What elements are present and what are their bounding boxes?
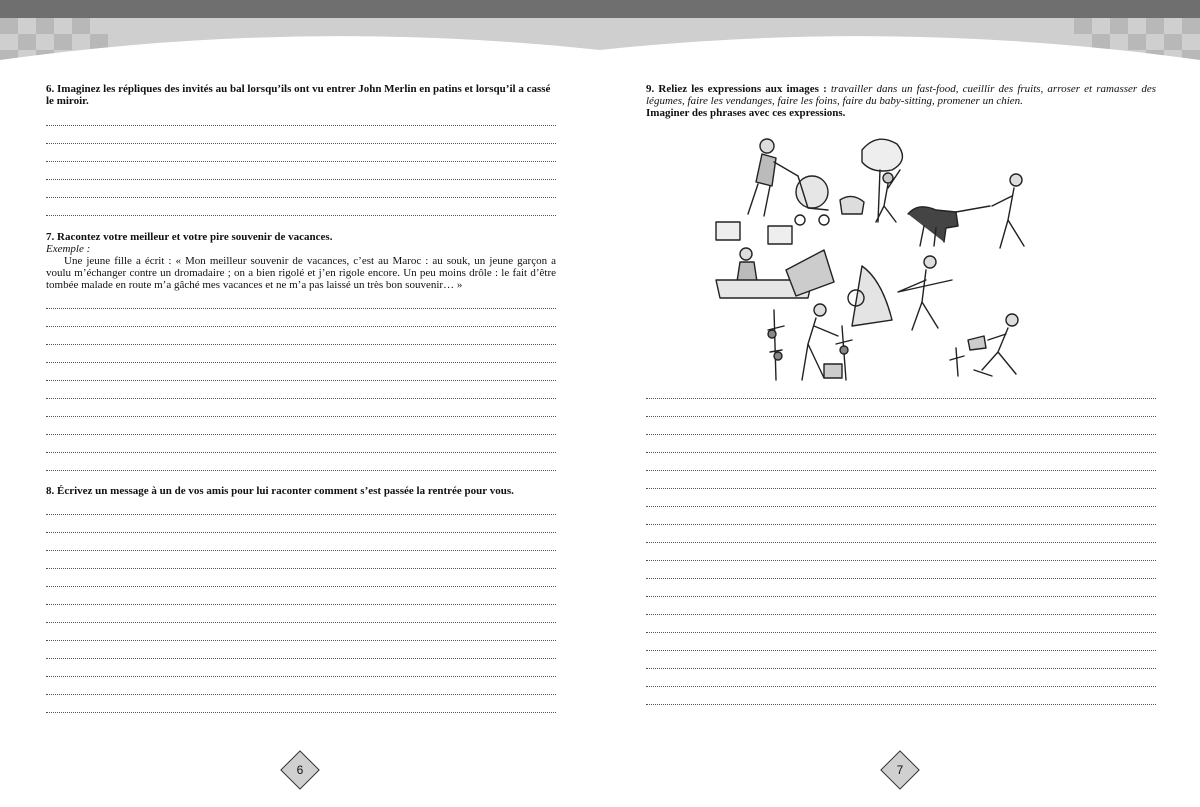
answer-line[interactable] bbox=[46, 291, 556, 309]
top-banner bbox=[0, 0, 1200, 90]
answer-line[interactable] bbox=[46, 327, 556, 345]
answer-line[interactable] bbox=[646, 417, 1156, 435]
answer-line[interactable] bbox=[46, 453, 556, 471]
page-number-right bbox=[881, 751, 919, 789]
answer-line[interactable] bbox=[46, 198, 556, 216]
exercise-8-prompt: 8. Écrivez un message à un de vos amis pour lui raconter comment s’est passée la rentrée pour vous. bbox=[46, 485, 514, 497]
answer-line[interactable] bbox=[46, 108, 556, 126]
exercise-8-answer-lines[interactable] bbox=[46, 497, 556, 713]
answer-line[interactable] bbox=[46, 515, 556, 533]
exercise-9-title: 9. Reliez les expressions aux images : bbox=[646, 83, 827, 95]
answer-line[interactable] bbox=[46, 677, 556, 695]
page-number-label: 7 bbox=[896, 763, 904, 777]
example-text: Une jeune fille a écrit : « Mon meilleur souvenir de vacances, c’est au Maroc : au souk, un jeune garçon a voulu m’échanger contre un dromadaire ; on a bien rigolé et j’en rigole encore. Un peu moins drôle : le fait d’être tombée malade en route m’a gâché mes vacances et ne m’a pas laissé un très bon souvenir… » bbox=[46, 255, 556, 291]
page-number-left bbox=[281, 751, 319, 789]
answer-line[interactable] bbox=[46, 381, 556, 399]
answer-line[interactable] bbox=[46, 309, 556, 327]
example-label: Exemple : bbox=[46, 243, 91, 255]
answer-line[interactable] bbox=[46, 363, 556, 381]
answer-line[interactable] bbox=[646, 633, 1156, 651]
fruit-picking-figure bbox=[840, 139, 902, 222]
answer-line[interactable] bbox=[46, 533, 556, 551]
answer-line[interactable] bbox=[646, 453, 1156, 471]
answer-line[interactable] bbox=[46, 126, 556, 144]
answer-line[interactable] bbox=[46, 417, 556, 435]
answer-line[interactable] bbox=[646, 525, 1156, 543]
answer-line[interactable] bbox=[646, 579, 1156, 597]
exercise-9-instruction: Imaginer des phrases avec ces expressions. bbox=[646, 107, 846, 119]
answer-line[interactable] bbox=[646, 597, 1156, 615]
answer-line[interactable] bbox=[46, 144, 556, 162]
fast-food-figure bbox=[716, 222, 834, 298]
answer-line[interactable] bbox=[46, 180, 556, 198]
answer-line[interactable] bbox=[46, 659, 556, 677]
exercise-6-prompt: 6. Imaginez les répliques des invités au bal lorsqu’ils ont vu entrer John Merlin en patins et lorsqu’il a cassé le miroir. bbox=[46, 83, 551, 107]
answer-line[interactable] bbox=[646, 399, 1156, 417]
answer-line[interactable] bbox=[46, 695, 556, 713]
answer-line[interactable] bbox=[646, 669, 1156, 687]
left-page-content bbox=[46, 83, 556, 713]
answer-line[interactable] bbox=[46, 345, 556, 363]
answer-line[interactable] bbox=[646, 543, 1156, 561]
babysitting-figure bbox=[748, 139, 829, 225]
answer-line[interactable] bbox=[646, 507, 1156, 525]
exercise-9-prompt bbox=[646, 83, 1156, 107]
answer-line[interactable] bbox=[46, 497, 556, 515]
haymaking-figure bbox=[848, 256, 952, 330]
exercise-7-prompt: 7. Racontez votre meilleur et votre pire souvenir de vacances. bbox=[46, 231, 333, 243]
page-number-label: 6 bbox=[296, 763, 304, 777]
grape-harvest-figure bbox=[768, 304, 852, 380]
answer-line[interactable] bbox=[46, 587, 556, 605]
answer-line[interactable] bbox=[646, 471, 1156, 489]
answer-line[interactable] bbox=[46, 623, 556, 641]
answer-line[interactable] bbox=[46, 551, 556, 569]
activities-illustration bbox=[712, 130, 1062, 388]
answer-line[interactable] bbox=[46, 605, 556, 623]
dog-walking-figure bbox=[908, 174, 1024, 248]
answer-line[interactable] bbox=[646, 615, 1156, 633]
exercise-6-answer-lines[interactable] bbox=[46, 108, 556, 216]
answer-line[interactable] bbox=[46, 435, 556, 453]
answer-line[interactable] bbox=[646, 651, 1156, 669]
answer-line[interactable] bbox=[646, 435, 1156, 453]
answer-line[interactable] bbox=[46, 569, 556, 587]
answer-line[interactable] bbox=[646, 687, 1156, 705]
exercise-7-answer-lines[interactable] bbox=[46, 291, 556, 471]
answer-line[interactable] bbox=[46, 641, 556, 659]
answer-line[interactable] bbox=[46, 399, 556, 417]
answer-line[interactable] bbox=[646, 489, 1156, 507]
exercise-9-answer-lines[interactable] bbox=[646, 381, 1156, 705]
answer-line[interactable] bbox=[46, 162, 556, 180]
answer-line[interactable] bbox=[646, 561, 1156, 579]
exercise-9-expressions: travailler dans un fast-food, cueillir des fruits, arroser et ramasser des légumes, faire les vendanges, faire les foins, faire du baby-sitting, promener un chien. bbox=[646, 83, 1156, 107]
watering-figure bbox=[950, 314, 1018, 376]
